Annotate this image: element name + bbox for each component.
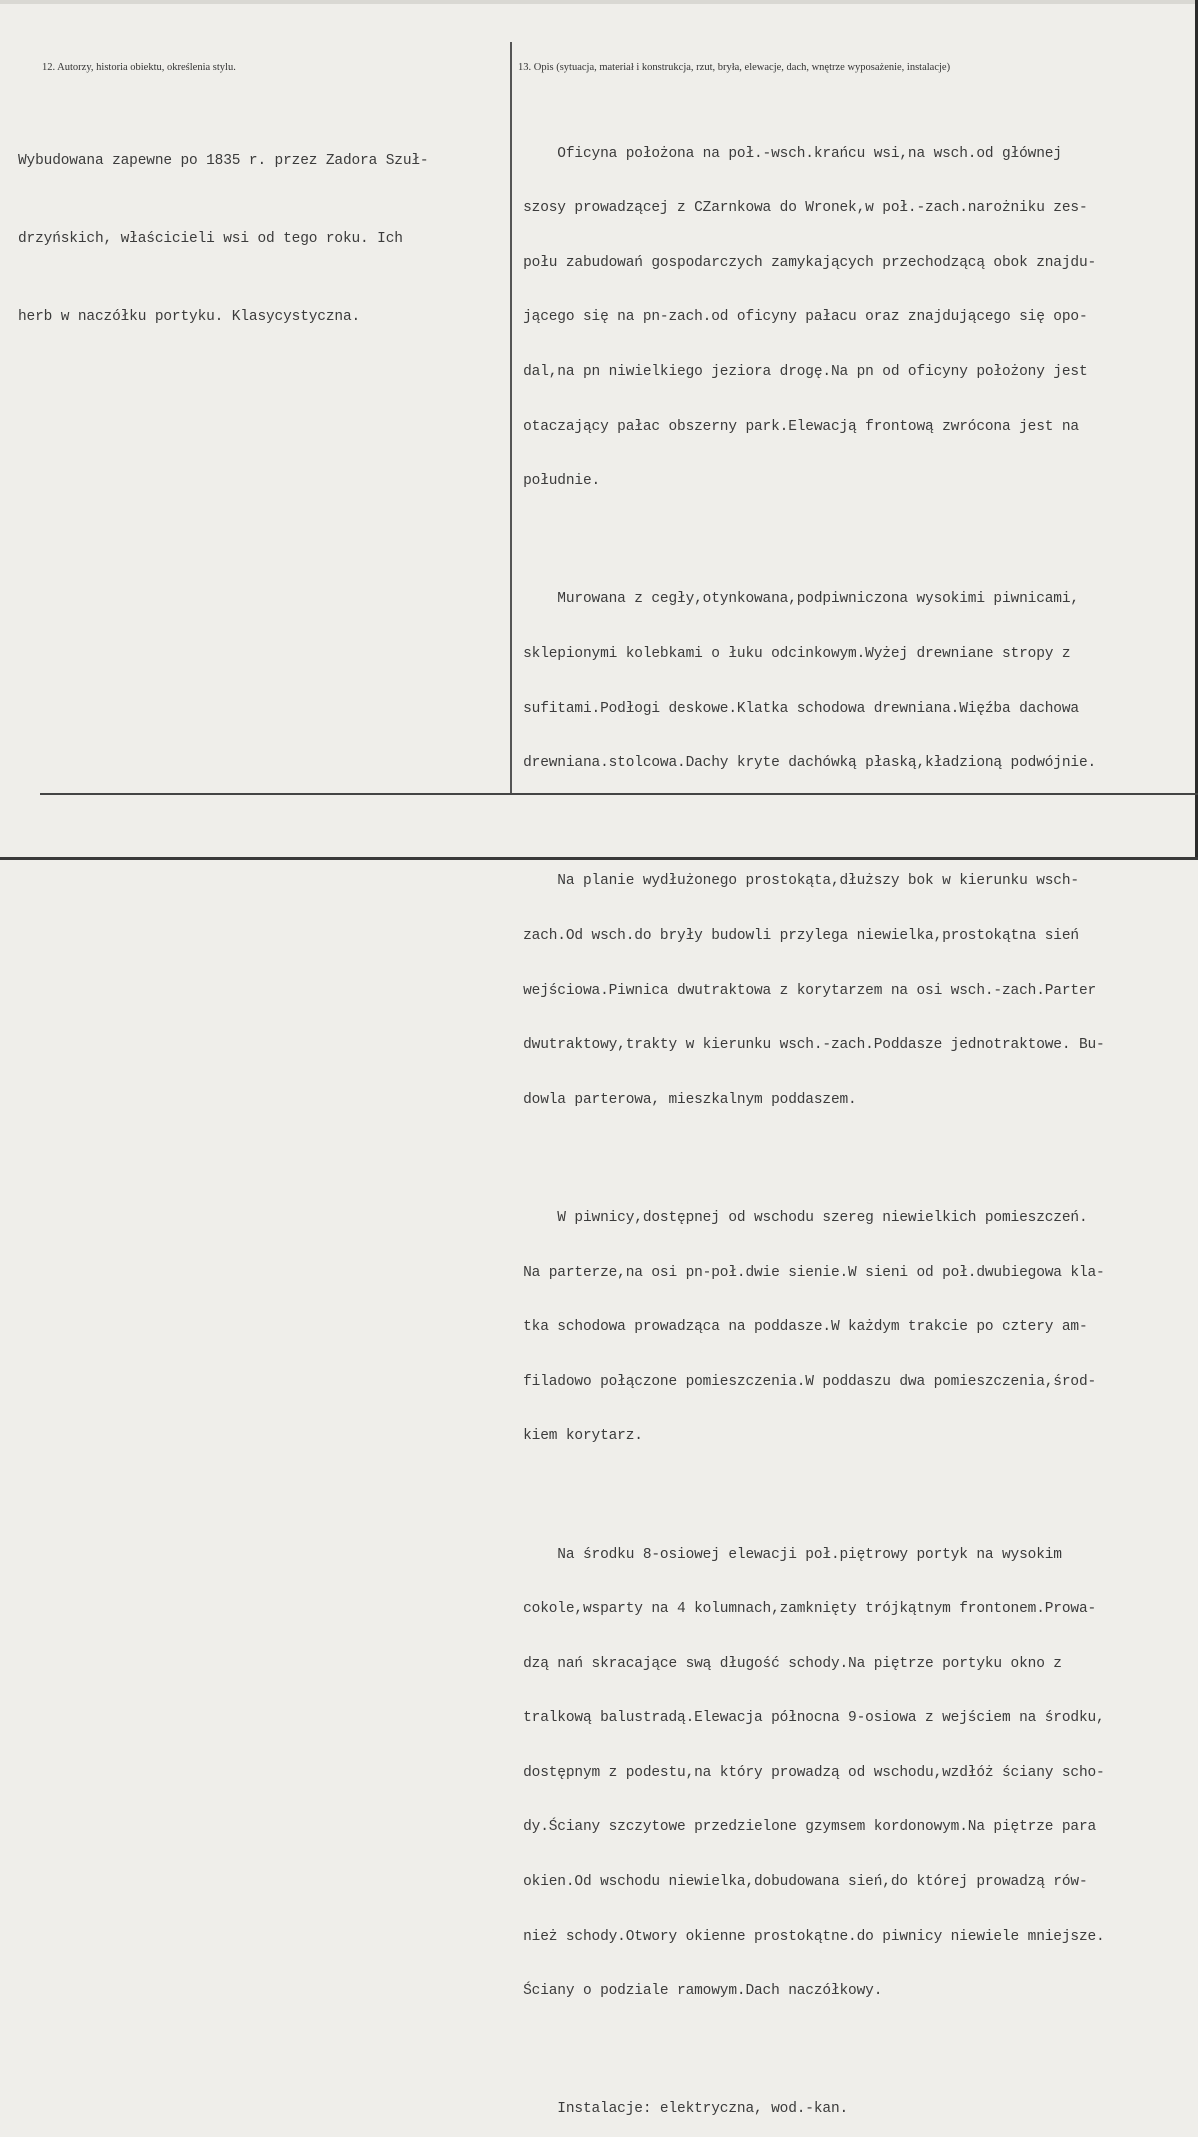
text-line: Na środku 8-osiowej elewacji poł.piętrowy portyk na wysokim (506, 1546, 1062, 1563)
text-line: dzą nań skracające swą długość schody.Na piętrze portyku okno z (506, 1655, 1062, 1672)
text-line: wejściowa.Piwnica dwutraktowa z korytarzem na osi wsch.-zach.Parter (506, 982, 1097, 999)
text-line: szosy prowadzącej z CZarnkowa do Wronek,w poł.-zach.narożniku zes- (506, 200, 1088, 217)
section-12-text (18, 96, 428, 356)
text-line: herb w naczółku portyku. Klasycystyczna. (18, 309, 361, 325)
text-line: Ściany o podziale ramowym.Dach naczółkowy. (506, 1983, 883, 2000)
text-line: tka schodowa prowadząca na poddasze.W każdym trakcie po cztery am- (506, 1319, 1088, 1336)
text-line: Na parterze,na osi pn-poł.dwie sienie.W sieni od poł.dwubiegowa kla- (506, 1264, 1105, 1281)
text-line: drzyńskich, właścicieli wsi od tego roku. Ich (18, 231, 403, 247)
text-line: nież schody.Otwory okienne prostokątne.do piwnicy niewiele mniejsze. (506, 1928, 1105, 1945)
text-line: W piwnicy,dostępnej od wschodu szereg niewielkich pomieszczeń. (506, 1209, 1088, 1226)
text-line: zach.Od wsch.do bryły budowli przylega niewielka,prostokątna sień (506, 927, 1079, 944)
text-line: Instalacje: elektryczna, wod.-kan. (506, 2101, 849, 2118)
text-line: Oficyna położona na poł.-wsch.krańcu wsi,na wsch.od głównej (506, 145, 1062, 162)
text-line: połu zabudowań gospodarczych zamykających przechodzącą obok znajdu- (506, 254, 1097, 271)
text-line: dal,na pn niwielkiego jeziora drogę.Na pn od oficyny położony jest (506, 363, 1088, 380)
text-line: kiem korytarz. (506, 1428, 643, 1445)
section-12-heading: 12. Autorzy, historia obiektu, określenia stylu. (42, 62, 236, 73)
text-line: dowla parterowa, mieszkalnym poddaszem. (506, 1091, 857, 1108)
text-line: dy.Ściany szczytowe przedzielone gzymsem kordonowym.Na piętrze para (506, 1819, 1097, 1836)
text-line: jącego się na pn-zach.od oficyny pałacu oraz znajdującego się opo- (506, 309, 1088, 326)
page-top-edge (0, 0, 1198, 4)
text-line: sufitami.Podłogi deskowe.Klatka schodowa drewniana.Więźba dachowa (506, 700, 1079, 717)
text-line: otaczający pałac obszerny park.Elewacją frontową zwrócona jest na (506, 418, 1079, 435)
section-13-text (506, 90, 1105, 2137)
text-line: okien.Od wschodu niewielka,dobudowana sień,do której prowadzą rów- (506, 1874, 1088, 1891)
text-line: tralkową balustradą.Elewacja północna 9-osiowa z wejściem na środku, (506, 1710, 1105, 1727)
text-line: południe. (506, 473, 601, 490)
text-line: filadowo połączone pomieszczenia.W poddaszu dwa pomieszczenia,środ- (506, 1373, 1097, 1390)
text-line: dwutraktowy,trakty w kierunku wsch.-zach.Poddasze jednotraktowe. Bu- (506, 1037, 1105, 1054)
text-line: sklepionymi kolebkami o łuku odcinkowym.Wyżej drewniane stropy z (506, 645, 1071, 662)
text-line: drewniana.stolcowa.Dachy kryte dachówką płaską,kładzioną podwójnie. (506, 755, 1097, 772)
section-13-heading: 13. Opis (sytuacja, materiał i konstrukcja, rzut, bryła, elewacje, dach, wnętrze wyposażenie, instalacje) (518, 62, 951, 73)
text-line: Murowana z cegły,otynkowana,podpiwniczona wysokimi piwnicami, (506, 591, 1079, 608)
text-line: dostępnym z podestu,na który prowadzą od wschodu,wzdłóż ściany scho- (506, 1764, 1105, 1781)
text-line: Na planie wydłużonego prostokąta,dłuższy bok w kierunku wsch- (506, 873, 1079, 890)
text-line: cokole,wsparty na 4 kolumnach,zamknięty trójkątnym frontonem.Prowa- (506, 1601, 1097, 1618)
text-line: Wybudowana zapewne po 1835 r. przez Zadora Szuł- (18, 153, 429, 169)
